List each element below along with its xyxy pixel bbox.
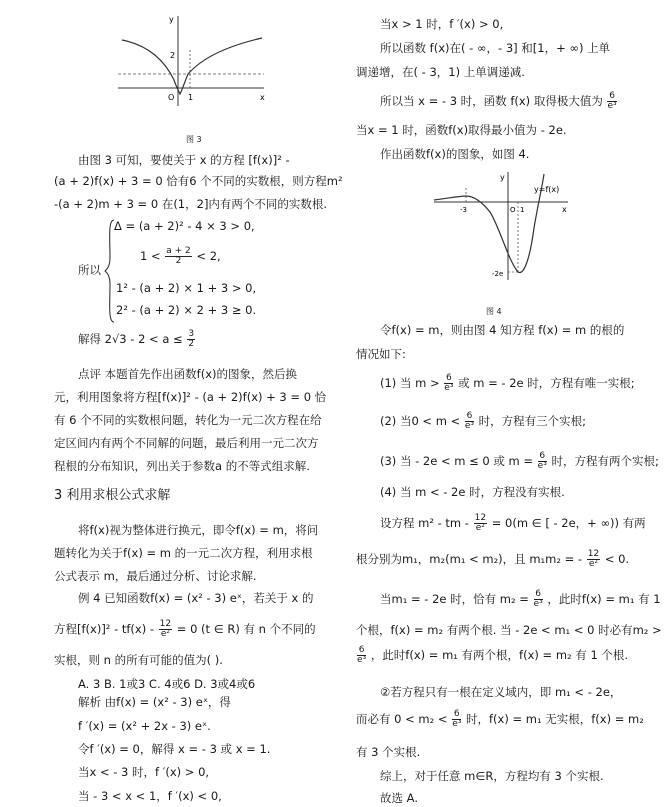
figure-3-caption: 图 3 xyxy=(186,135,202,144)
r-line2: 所以函数 f(x)在( - ∞，- 3] 和[1，+ ∞) 上单 xyxy=(380,41,611,55)
fig4-origin: O xyxy=(510,206,516,214)
system-line4: 2² - (a + 2) × 2 + 3 ≥ 0. xyxy=(116,303,257,317)
fig4-tick-m2e: -2e xyxy=(492,270,504,278)
figure-4 xyxy=(430,168,572,286)
figure-3 xyxy=(112,10,272,110)
r-line5: 当x = 1 时，函数f(x)取得最小值为 - 2e. xyxy=(356,123,567,137)
fig4-curve xyxy=(434,174,544,273)
fig4-curve-label: y=f(x) xyxy=(534,185,560,194)
example4-line3: 实根，则 n 的所有可能的值为( ). xyxy=(54,653,223,667)
answer-line: 故选 A. xyxy=(380,791,418,805)
system-so: 所以 xyxy=(78,263,101,277)
r-line4: 所以当 x = - 3 时，函数 f(x) 取得极大值为 $\frac{6}{\text{e³}}$ xyxy=(380,91,617,111)
analysis-line2: f ′(x) = (x² + 2x - 3) eˣ. xyxy=(78,719,211,733)
m1-line3: $\frac{6}{\text{e³}}$ ，此时f(x) = m₁ 有两个根，f(x) = m₂ 有 1 个根. xyxy=(357,645,629,665)
analysis-line5: 当 - 3 < x < 1，f ′(x) < 0, xyxy=(78,789,222,803)
roots-line: 根分别为m₁，m₂(m₁ < m₂)，且 m₁m₂ = - $\frac{12}{\text{e²}}$ < 0. xyxy=(356,549,630,569)
case-2: (2) 当0 < m < $\frac{6}{\text{e³}}$ 时，方程有三个实根; xyxy=(380,411,587,431)
solution-line: 解得 2√3 - 2 < a ≤ $\frac{3}{2}$ xyxy=(78,329,195,349)
m1-line2: 个根，f(x) = m₂ 有两个根. 当 - 2e < m₁ < 0 时必有m₂ > xyxy=(356,623,662,637)
analysis-line1: 解析 由f(x) = (x² - 3) eˣ，得 xyxy=(78,695,231,709)
system-line2: 1 < $\frac{a + 2}{2}$ < 2, xyxy=(140,246,221,266)
para1-line3: -(a + 2)m + 3 = 0 在(1，2]内有两个不同的实数根. xyxy=(54,197,328,211)
fig4-axis-y: y xyxy=(500,173,505,182)
example4-line2: 方程[f(x)]² - tf(x) - $\frac{12}{\text{e²}}$ = 0 (t ∈ R) 有 n 个不同的 xyxy=(54,619,316,639)
m1-line1: 当m₁ = - 2e 时，恰有 m₂ = $\frac{6}{\text{e³}}$ ，此时f(x) = m₁ 有 1 xyxy=(380,589,661,609)
case-4: (4) 当 m < - 2e 时，方程没有实根. xyxy=(380,485,565,499)
figure-4-caption: 图 4 xyxy=(486,307,502,316)
r-line3: 调递增，在( - 3，1) 上单调递减. xyxy=(356,65,525,79)
comment-line2: 元，利用图象将方程[f(x)]² - (a + 2)f(x) + 3 = 0 恰 xyxy=(54,390,327,404)
r-line6: 作出函数f(x)的图象，如图 4. xyxy=(380,147,530,161)
example4-options: A. 3 B. 1或3 C. 4或6 D. 3或4或6 xyxy=(78,677,256,691)
case-3: (3) 当 - 2e < m ≤ 0 或 m = $\frac{6}{\text{e³}}$ 时，方程有两个实根; xyxy=(380,451,659,471)
r-line1: 当x > 1 时，f ′(x) > 0, xyxy=(380,17,504,31)
fig3-tick-one: 1 xyxy=(188,93,194,102)
fig3-tick-two: 2 xyxy=(170,51,176,60)
comment-line1: 点评 本题首先作出函数f(x)的图象，然后换 xyxy=(78,367,297,381)
para1-line1: 由图 3 可知，要使关于 x 的方程 [f(x)]² - xyxy=(78,153,290,167)
fig3-origin: O xyxy=(168,93,175,102)
summary-line: 综上，对于任意 m∈R，方程均有 3 个实根. xyxy=(380,769,604,783)
fig3-curve xyxy=(122,38,262,94)
fig4-tick-m3: -3 xyxy=(460,206,467,214)
para2-line2: 题转化为关于f(x) = m 的一元二次方程，利用求根 xyxy=(54,546,313,560)
r-line8: 情况如下: xyxy=(356,347,406,361)
section-heading: 3 利用求根公式求解 xyxy=(54,488,171,503)
comment-line3: 有 6 个不同的实数根问题，转化为一元二次方程在给 xyxy=(54,413,322,427)
analysis-line3: 令f ′(x) = 0，解得 x = - 3 或 x = 1. xyxy=(78,742,271,756)
system-line3: 1² - (a + 2) × 1 + 3 > 0, xyxy=(116,281,257,295)
p2-line3: 有 3 个实根. xyxy=(356,745,421,759)
case-1: (1) 当 m > $\frac{6}{\text{e³}}$ 或 m = - 2e 时，方程有唯一实根; xyxy=(380,373,635,393)
equation-line: 设方程 m² - tm - $\frac{12}{\text{e²}}$ = 0(m ∈ [ - 2e，+ ∞)) 有两 xyxy=(380,513,646,533)
fig3-axis-y: y xyxy=(169,15,174,24)
comment-line5: 程根的分布知识，列出关于参数a 的不等式组求解. xyxy=(54,459,310,473)
system-line1: Δ = (a + 2)² - 4 × 3 > 0, xyxy=(114,219,255,233)
fig4-tick-1: 1 xyxy=(520,206,525,214)
analysis-line4: 当x < - 3 时，f ′(x) > 0, xyxy=(78,765,210,779)
example4-line1: 例 4 已知函数f(x) = (x² - 3) eˣ，若关于 x 的 xyxy=(78,591,314,605)
para2-line3: 公式表示 m，最后通过分析、讨论求解. xyxy=(54,569,257,583)
r-line7: 令f(x) = m，则由图 4 知方程 f(x) = m 的根的 xyxy=(380,323,625,337)
p2-line2: 而必有 0 < m₂ < $\frac{6}{\text{e³}}$ 时，f(x) = m₁ 无实根，f(x) = m₂ xyxy=(356,709,644,729)
fig4-axis-x: x xyxy=(562,205,567,214)
comment-line4: 定区间内有两个不同解的问题，最后利用一元二次方 xyxy=(54,436,319,450)
p2-line1: ②若方程只有一根在定义域内，即 m₁ < - 2e， xyxy=(380,685,622,699)
para1-line2: (a + 2)f(x) + 3 = 0 恰有6 个不同的实数根，则方程m² xyxy=(54,174,343,188)
fig3-axis-x: x xyxy=(260,93,265,102)
para2-line1: 将f(x)视为整体进行换元，即令f(x) = m，将问 xyxy=(78,523,319,537)
